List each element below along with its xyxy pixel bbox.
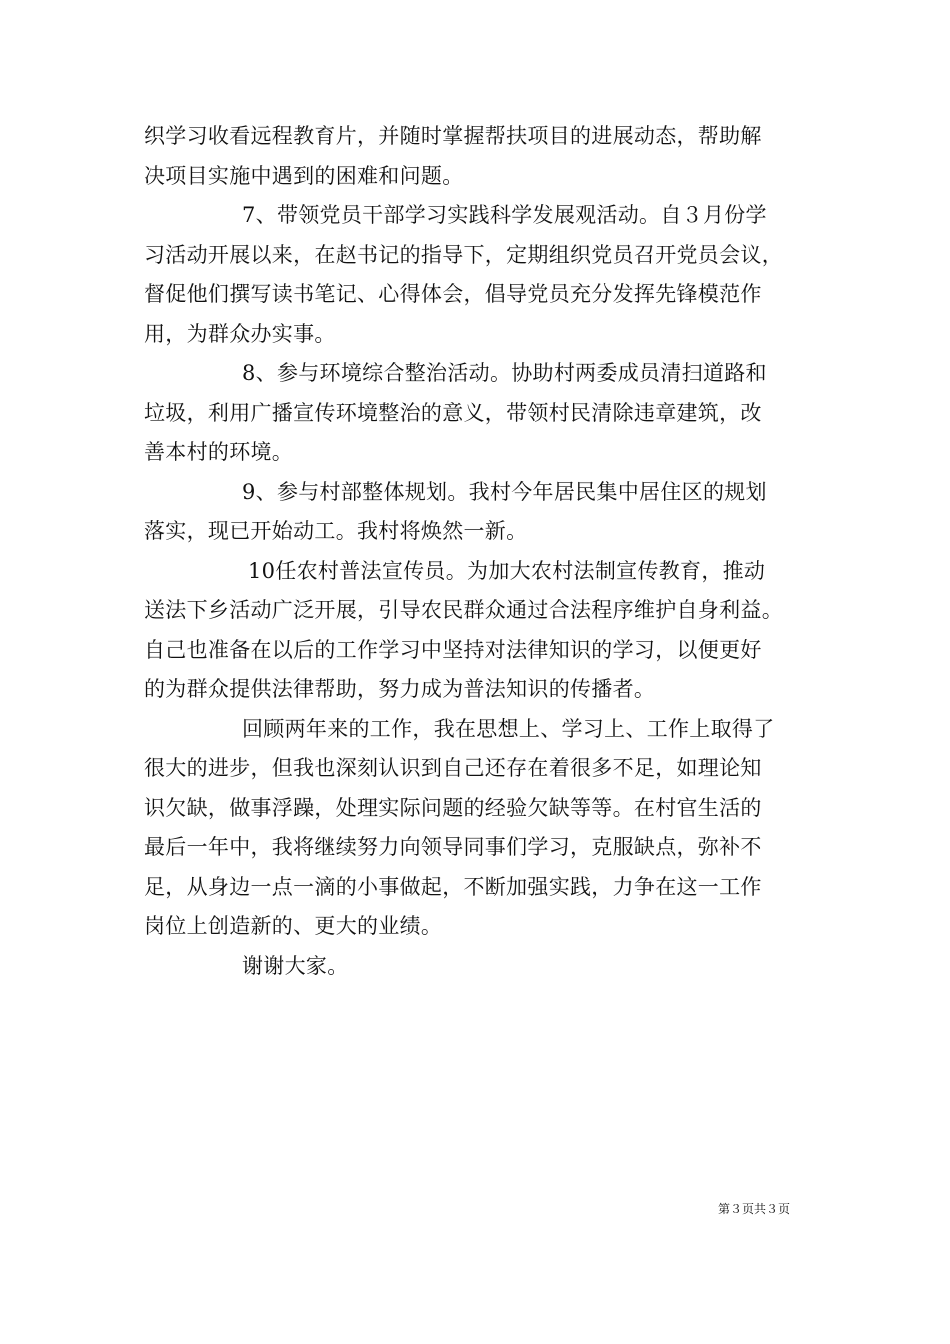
text-line: 岗位上创造新的、更大的业绩。 (144, 914, 443, 938)
text-line: 最后一年中，我将继续努力向领导同事们学习，克服缺点，弥补不 (144, 835, 762, 859)
text-line: 用，为群众办实事。 (144, 321, 336, 346)
paragraph-9-start: 9、参与村部整体规划。我村今年居民集中居住区的规划 (242, 479, 767, 504)
text-line: 善本村的环境。 (144, 440, 294, 464)
text-line: 垃圾，利用广播宣传环境整治的意义，带领村民清除违章建筑，改 (144, 400, 762, 425)
text-line: 织学习收看远程教育片，并随时掌握帮扶项目的进展动态，帮助解 (144, 124, 762, 148)
text-line: 足，从身边一点一滴的小事做起，不断加强实践，力争在这一工作 (144, 874, 762, 899)
text-line: 落实，现已开始动工。我村将焕然一新。 (144, 519, 528, 543)
text-line: 习活动开展以来，在赵书记的指导下，定期组织党员召开党员会议， (144, 242, 783, 267)
review-paragraph-start: 回顾两年来的工作，我在思想上、学习上、工作上取得了 (242, 716, 775, 741)
text-line: 的为群众提供法律帮助，努力成为普法知识的传播者。 (144, 677, 656, 701)
text-line: 督促他们撰写读书笔记、心得体会，倡导党员充分发挥先锋模范作 (144, 282, 762, 306)
paragraph-10-start: 10任农村普法宣传员。为加大农村法制宣传教育，推动 (248, 558, 766, 583)
body-text (144, 117, 814, 986)
text-line: 很大的进步，但我也深刻认识到自己还存在着很多不足，如理论知 (144, 756, 762, 780)
page-number: 第３页共３页 (718, 1202, 791, 1216)
text-line: 决项目实施中遇到的困难和问题。 (144, 163, 464, 188)
text-line: 识欠缺，做事浮躁，处理实际问题的经验欠缺等等。在村官生活的 (144, 795, 762, 820)
paragraph-7-start: 7、带领党员干部学习实践科学发展观活动。自３月份学 (242, 203, 767, 227)
closing-line: 谢谢大家。 (242, 953, 349, 978)
paragraph-8-start: 8、参与环境综合整治活动。协助村两委成员清扫道路和 (242, 361, 767, 385)
text-line: 送法下乡活动广泛开展，引导农民群众通过合法程序维护自身利益。 (144, 598, 783, 622)
text-line: 自己也准备在以后的工作学习中坚持对法律知识的学习，以便更好 (144, 637, 762, 662)
